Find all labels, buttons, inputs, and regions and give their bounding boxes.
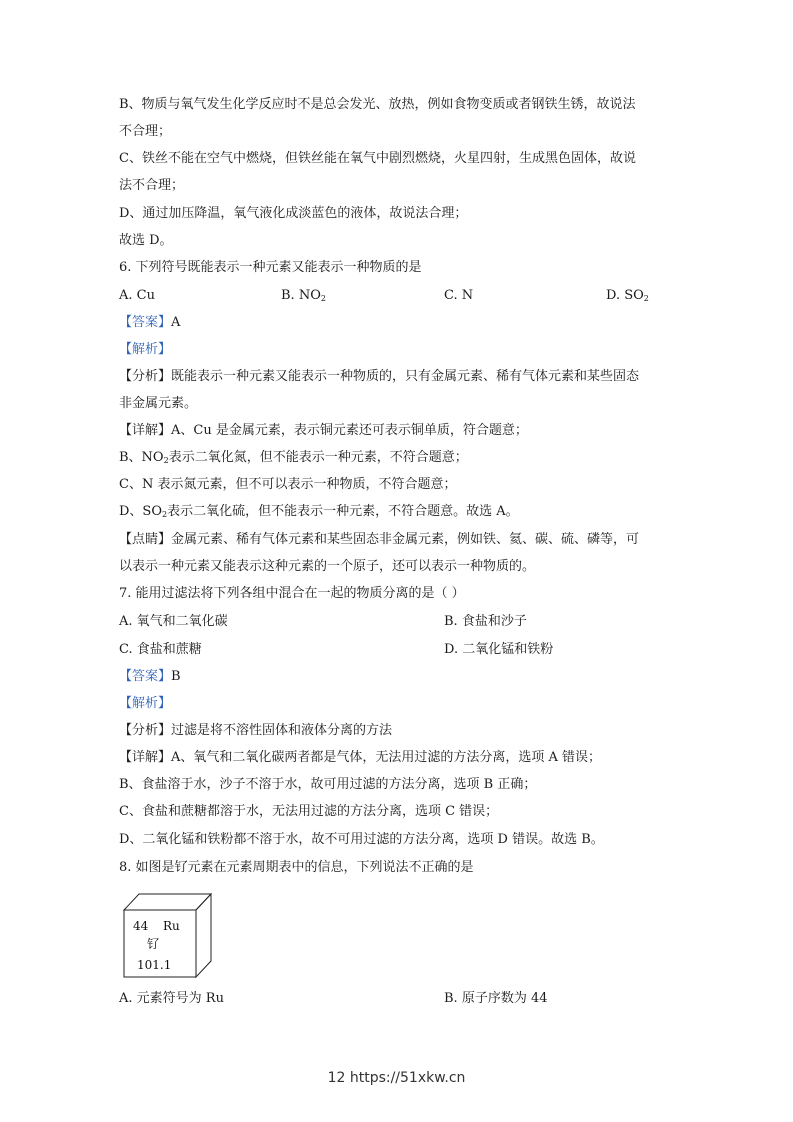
q8-option-a: A. 元素符号为 Ru: [119, 991, 224, 1006]
q6-detail-a: 【详解】A、Cu 是金属元素，表示铜元素还可表示铜单质，符合题意；: [119, 423, 528, 438]
text-line: 非金属元素。: [119, 396, 198, 411]
q7-analysis-tag: 【解析】: [119, 696, 172, 711]
dianjing-tag: 【点睛】: [119, 532, 172, 547]
q7-detail-b: B、食盐溶于水，沙子不溶于水，故可用过滤的方法分离，选项 B 正确；: [119, 777, 537, 792]
element-atomic-number: 44: [133, 919, 149, 933]
text-line: 不合理；: [119, 124, 172, 139]
text-line: 以表示一种元素又能表示这种元素的一个原子，还可以表示一种物质的。: [119, 559, 536, 574]
q6-option-b: B. $NO_2$: [281, 288, 326, 303]
element-symbol: Ru: [163, 919, 180, 933]
q6-analysis-tag: 【解析】: [119, 342, 172, 357]
answer-tag: 【答案】: [119, 669, 172, 684]
q7-detail-c: C、食盐和蔗糖都溶于水，无法用过滤的方法分离，选项 C 错误；: [119, 804, 499, 819]
q6-fenxi: 【分析】既能表示一种元素又能表示一种物质的，只有金属元素、稀有气体元素和某些固态: [119, 369, 640, 384]
q7-fenxi: 【分析】过滤是将不溶性固体和液体分离的方法: [119, 723, 393, 738]
fenxi-tag: 【分析】: [119, 369, 172, 384]
q7-detail-d: D、二氧化锰和铁粉都不溶于水，故不可用过滤的方法分离，选项 D 错误。故选 B。: [119, 832, 604, 847]
fenxi-tag: 【分析】: [119, 723, 172, 738]
element-atomic-mass: 101.1: [137, 958, 172, 972]
text-line: 法不合理；: [119, 178, 185, 193]
page-footer: 12 https://51xkw.cn: [327, 1070, 466, 1086]
q6-option-a: A. Cu: [119, 288, 155, 303]
q7-option-a: A. 氧气和二氧化碳: [119, 614, 228, 629]
answer-tag: 【答案】: [119, 315, 172, 330]
q6-detail-b: B、$NO_2$表示二氧化氮，但不能表示一种元素，不符合题意；: [119, 450, 468, 465]
text-line: D、通过加压降温，氧气液化成淡蓝色的液体，故说法合理；: [119, 206, 468, 221]
q6-detail-c: C、N 表示氮元素，但不可以表示一种物质，不符合题意；: [119, 477, 457, 492]
cube-side-face: [196, 894, 211, 977]
q7-option-b: B. 食盐和沙子: [444, 614, 527, 629]
question-8-stem: 8. 如图是钌元素在元素周期表中的信息，下列说法不正确的是: [119, 860, 474, 875]
q6-answer: 【答案】A: [119, 315, 181, 330]
text-line: B、物质与氧气发生化学反应时不是总会发光、放热，例如食物变质或者钢铁生锈，故说法: [119, 97, 636, 112]
question-6-stem: 6. 下列符号既能表示一种元素又能表示一种物质的是: [119, 260, 422, 275]
q6-dianjing: 【点睛】金属元素、稀有气体元素和某些固态非金属元素，例如铁、氦、碳、硫、磷等，可: [119, 532, 640, 547]
question-7-stem: 7. 能用过滤法将下列各组中混合在一起的物质分离的是（ ）: [119, 586, 465, 601]
q6-detail-d: D、$SO_2$表示二氧化硫，但不能表示一种元素，不符合题意。故选 A。: [119, 504, 519, 519]
q6-option-d: D. $SO_2$: [606, 288, 649, 303]
text-line: 故选 D。: [119, 233, 173, 248]
element-name: 钌: [147, 937, 160, 951]
q8-option-b: B. 原子序数为 44: [444, 991, 548, 1006]
q7-option-c: C. 食盐和蔗糖: [119, 642, 202, 657]
text-line: C、铁丝不能在空气中燃烧，但铁丝能在氧气中剧烈燃烧，火星四射，生成黑色固体，故说: [119, 151, 636, 166]
detail-tag: 【详解】: [119, 750, 172, 765]
q7-detail-a: 【详解】A、氧气和二氧化碳两者都是气体，无法用过滤的方法分离，选项 A 错误；: [119, 750, 602, 765]
q7-answer: 【答案】B: [119, 669, 181, 684]
q7-option-d: D. 二氧化锰和铁粉: [444, 642, 554, 657]
element-card-cube: [117, 890, 217, 982]
q6-option-c: C. N: [444, 288, 474, 303]
detail-tag: 【详解】: [119, 423, 172, 438]
